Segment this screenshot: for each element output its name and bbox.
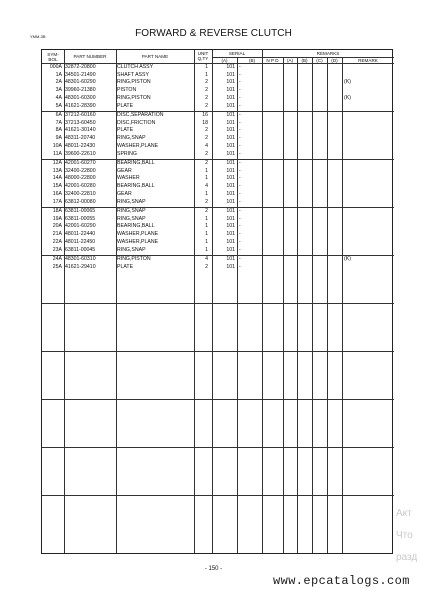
header-serial: SERIAL <box>228 51 246 56</box>
quantity-cell: 4 <box>205 183 208 190</box>
symbol-cell: 9A <box>55 135 62 142</box>
part-number-cell: 63811-00045 <box>65 246 96 253</box>
serial-dash-cell: - <box>239 198 241 205</box>
header-remark: REMARK <box>358 58 378 63</box>
subcolumn-divider <box>327 57 328 553</box>
serial-dash-cell: - <box>239 167 241 174</box>
serial-a-cell: 101 <box>226 167 235 174</box>
part-name-cell: RING,SNAP <box>117 198 146 205</box>
part-number-cell: 42001-60290 <box>65 223 96 230</box>
header-remark-a: (A) <box>286 58 294 63</box>
header-part-name: PART NAME <box>141 54 169 59</box>
serial-a-cell: 101 <box>226 175 235 182</box>
serial-dash-cell: - <box>239 231 241 238</box>
remark-cell: (K) <box>344 79 351 86</box>
quantity-cell: 1 <box>205 167 208 174</box>
header-remark-b: (B) <box>301 58 308 63</box>
part-number-cell: 48011-22450 <box>65 238 96 245</box>
symbol-cell: 22A <box>52 238 62 245</box>
symbol-cell: 2A <box>55 79 62 86</box>
serial-dash-cell: - <box>239 142 241 149</box>
part-name-cell: RING,SNAP <box>117 246 146 253</box>
symbol-cell: 5A <box>55 102 62 109</box>
symbol-cell: 1A <box>55 71 62 78</box>
part-name-cell: RING,PISTON <box>117 256 151 262</box>
serial-a-cell: 101 <box>226 190 235 197</box>
group-divider <box>42 495 394 496</box>
quantity-cell: 2 <box>205 94 208 101</box>
serial-a-cell: 101 <box>226 79 235 86</box>
part-number-cell: 41621-29410 <box>65 263 96 270</box>
part-number-cell: 63811-00055 <box>65 215 96 222</box>
part-name-cell: PISTON <box>117 87 137 94</box>
quantity-cell: 1 <box>205 246 208 253</box>
quantity-cell: 2 <box>205 198 208 205</box>
part-number-cell: 63812-00080 <box>65 198 96 205</box>
part-name-cell: DISC,SEPARATION <box>117 112 164 118</box>
part-number-cell: 39600-22610 <box>65 150 96 157</box>
serial-dash-cell: - <box>239 102 241 109</box>
part-name-cell: PLATE <box>117 102 134 109</box>
serial-a-cell: 101 <box>226 119 235 126</box>
part-number-cell: 42001-60270 <box>65 160 96 166</box>
group-divider <box>42 399 394 400</box>
serial-dash-cell: - <box>239 79 241 86</box>
symbol-cell: 20A <box>52 223 62 230</box>
header-subdivider <box>212 57 262 58</box>
side-watermark-2: Что <box>396 530 413 541</box>
remark-cell: (K) <box>344 256 351 262</box>
part-number-cell: 48311-20740 <box>65 135 96 142</box>
symbol-cell: 4A <box>55 94 62 101</box>
serial-a-cell: 101 <box>226 238 235 245</box>
header-part-number: PART NUMBER <box>73 54 107 59</box>
serial-a-cell: 101 <box>226 231 235 238</box>
part-name-cell: DISC,FRICTION <box>117 119 156 126</box>
part-number-cell: 48301-60300 <box>65 94 96 101</box>
symbol-cell: 24A <box>52 256 62 262</box>
part-name-cell: SPRING <box>117 150 137 157</box>
part-number-cell: 48011-22430 <box>65 142 96 149</box>
part-number-cell: 37213-60450 <box>65 119 96 126</box>
serial-a-cell: 101 <box>226 94 235 101</box>
symbol-cell: 19A <box>52 215 62 222</box>
serial-dash-cell: - <box>239 150 241 157</box>
symbol-cell: 23A <box>52 246 62 253</box>
header-remark-c: (C) <box>316 58 323 63</box>
subcolumn-divider <box>237 57 238 553</box>
header-serial-a: (A) <box>221 58 228 63</box>
serial-a-cell: 101 <box>226 64 235 70</box>
part-number-cell: 63811-00065 <box>65 208 96 214</box>
part-number-cell: 48301-60310 <box>65 256 96 262</box>
part-name-cell: WASHER,PLANE <box>117 142 159 149</box>
symbol-cell: 17A <box>52 198 62 205</box>
part-number-cell: 32400-22800 <box>65 167 96 174</box>
subcolumn-divider <box>312 57 313 553</box>
header-unit-qty: UNIT Q,TY <box>197 51 209 61</box>
serial-dash-cell: - <box>239 223 241 230</box>
serial-dash-cell: - <box>239 263 241 270</box>
part-name-cell: RING,SNAP <box>117 135 146 142</box>
group-divider <box>42 351 394 352</box>
remark-cell: (K) <box>344 94 351 101</box>
serial-a-cell: 101 <box>226 127 235 134</box>
serial-dash-cell: - <box>239 183 241 190</box>
serial-a-cell: 101 <box>226 183 235 190</box>
part-number-cell: 34501-21490 <box>65 71 96 78</box>
serial-a-cell: 101 <box>226 263 235 270</box>
part-name-cell: BEARING,BALL <box>117 183 155 190</box>
serial-a-cell: 101 <box>226 71 235 78</box>
symbol-cell: 16A <box>52 190 62 197</box>
symbol-cell: 13A <box>52 167 62 174</box>
serial-dash-cell: - <box>239 119 241 126</box>
symbol-cell: 14A <box>52 175 62 182</box>
serial-dash-cell: - <box>239 94 241 101</box>
quantity-cell: 1 <box>205 238 208 245</box>
serial-a-cell: 101 <box>226 198 235 205</box>
serial-a-cell: 101 <box>226 246 235 253</box>
serial-dash-cell: - <box>239 71 241 78</box>
part-name-cell: WASHER,PLANE <box>117 238 159 245</box>
quantity-cell: 2 <box>205 102 208 109</box>
quantity-cell: 18 <box>202 119 208 126</box>
quantity-cell: 2 <box>205 135 208 142</box>
quantity-cell: 2 <box>205 208 208 214</box>
serial-dash-cell: - <box>239 256 241 262</box>
part-number-cell: 37212-60160 <box>65 112 96 118</box>
part-number-cell: 41621-30140 <box>65 127 96 134</box>
document-code: YMM-3B <box>30 34 46 39</box>
serial-dash-cell: - <box>239 135 241 142</box>
part-name-cell: RING,PISTON <box>117 94 151 101</box>
serial-a-cell: 101 <box>226 160 235 166</box>
serial-dash-cell: - <box>239 112 241 118</box>
serial-a-cell: 101 <box>226 208 235 214</box>
quantity-cell: 1 <box>205 64 208 70</box>
serial-dash-cell: - <box>239 190 241 197</box>
part-name-cell: SHAFT ASSY <box>117 71 149 78</box>
page-title: FORWARD & REVERSE CLUTCH <box>135 28 292 39</box>
quantity-cell: 2 <box>205 79 208 86</box>
header-remark-d: (D) <box>331 58 338 63</box>
serial-a-cell: 101 <box>226 142 235 149</box>
symbol-cell: 18A <box>52 208 62 214</box>
quantity-cell: 1 <box>205 215 208 222</box>
part-name-cell: BEARING,BALL <box>117 160 155 166</box>
column-divider <box>262 50 263 553</box>
header-remarks: REMARKS <box>316 51 340 56</box>
serial-a-cell: 101 <box>226 223 235 230</box>
symbol-cell: 3A <box>55 87 62 94</box>
serial-dash-cell: - <box>239 215 241 222</box>
quantity-cell: 2 <box>205 263 208 270</box>
page-number: - 150 - <box>204 566 223 572</box>
serial-a-cell: 101 <box>226 256 235 262</box>
quantity-cell: 1 <box>205 190 208 197</box>
serial-dash-cell: - <box>239 87 241 94</box>
subcolumn-divider <box>297 57 298 553</box>
quantity-cell: 16 <box>202 112 208 118</box>
part-name-cell: RING,PISTON <box>117 79 151 86</box>
quantity-cell: 1 <box>205 223 208 230</box>
serial-dash-cell: - <box>239 64 241 70</box>
serial-a-cell: 101 <box>226 150 235 157</box>
part-number-cell: 41621-28390 <box>65 102 96 109</box>
watermark-text: www.epcatalogs.com <box>273 574 410 588</box>
serial-a-cell: 101 <box>226 87 235 94</box>
serial-dash-cell: - <box>239 127 241 134</box>
header-subdivider <box>262 57 394 58</box>
symbol-cell: 000A <box>49 64 62 70</box>
part-name-cell: CLUTCH ASSY <box>117 64 154 70</box>
part-number-cell: 48000-22800 <box>65 175 96 182</box>
symbol-cell: 25A <box>52 263 62 270</box>
symbol-cell: 7A <box>55 119 62 126</box>
header-serial-b: (B) <box>248 58 256 63</box>
part-number-cell: 48301-60290 <box>65 79 96 86</box>
header-npd: N P D <box>266 58 279 63</box>
part-number-cell: 42001-60280 <box>65 183 96 190</box>
symbol-cell: 6A <box>55 112 62 118</box>
serial-dash-cell: - <box>239 238 241 245</box>
part-name-cell: GEAR <box>117 190 132 197</box>
column-divider <box>212 50 213 553</box>
group-divider <box>42 303 394 304</box>
serial-dash-cell: - <box>239 246 241 253</box>
serial-a-cell: 101 <box>226 102 235 109</box>
part-name-cell: PLATE <box>117 263 134 270</box>
side-watermark-1: Акт <box>396 508 412 519</box>
quantity-cell: 1 <box>205 175 208 182</box>
symbol-cell: 10A <box>52 142 62 149</box>
serial-a-cell: 101 <box>226 112 235 118</box>
part-number-cell: 39960-21380 <box>65 87 96 94</box>
part-name-cell: RING,SNAP <box>117 215 146 222</box>
subcolumn-divider <box>283 57 284 553</box>
part-name-cell: WASHER,PLANE <box>117 231 159 238</box>
subcolumn-divider <box>342 57 343 553</box>
symbol-cell: 11A <box>53 150 62 157</box>
parts-table <box>41 49 393 554</box>
serial-a-cell: 101 <box>226 135 235 142</box>
part-number-cell: 48011-22440 <box>65 231 96 238</box>
part-name-cell: GEAR <box>117 167 132 174</box>
symbol-cell: 8A <box>55 127 62 134</box>
symbol-cell: 21A <box>52 231 62 238</box>
part-number-cell: 32400-22810 <box>65 190 96 197</box>
quantity-cell: 2 <box>205 127 208 134</box>
serial-dash-cell: - <box>239 208 241 214</box>
quantity-cell: 4 <box>205 142 208 149</box>
side-watermark-3: разд <box>396 552 418 563</box>
quantity-cell: 2 <box>205 87 208 94</box>
part-name-cell: PLATE <box>117 127 134 134</box>
quantity-cell: 2 <box>205 150 208 157</box>
symbol-cell: 15A <box>52 183 62 190</box>
part-name-cell: RING,SNAP <box>117 208 146 214</box>
quantity-cell: 4 <box>205 256 208 262</box>
part-name-cell: BEARING,BALL <box>117 223 155 230</box>
serial-a-cell: 101 <box>226 215 235 222</box>
quantity-cell: 2 <box>205 160 208 166</box>
quantity-cell: 1 <box>205 71 208 78</box>
group-divider <box>42 447 394 448</box>
part-number-cell: 32872-20800 <box>65 64 96 70</box>
part-name-cell: WASHER <box>117 175 140 182</box>
serial-dash-cell: - <box>239 175 241 182</box>
quantity-cell: 1 <box>205 231 208 238</box>
serial-dash-cell: - <box>239 160 241 166</box>
header-symbol: SYM- BOL <box>47 52 59 62</box>
symbol-cell: 12A <box>52 160 62 166</box>
